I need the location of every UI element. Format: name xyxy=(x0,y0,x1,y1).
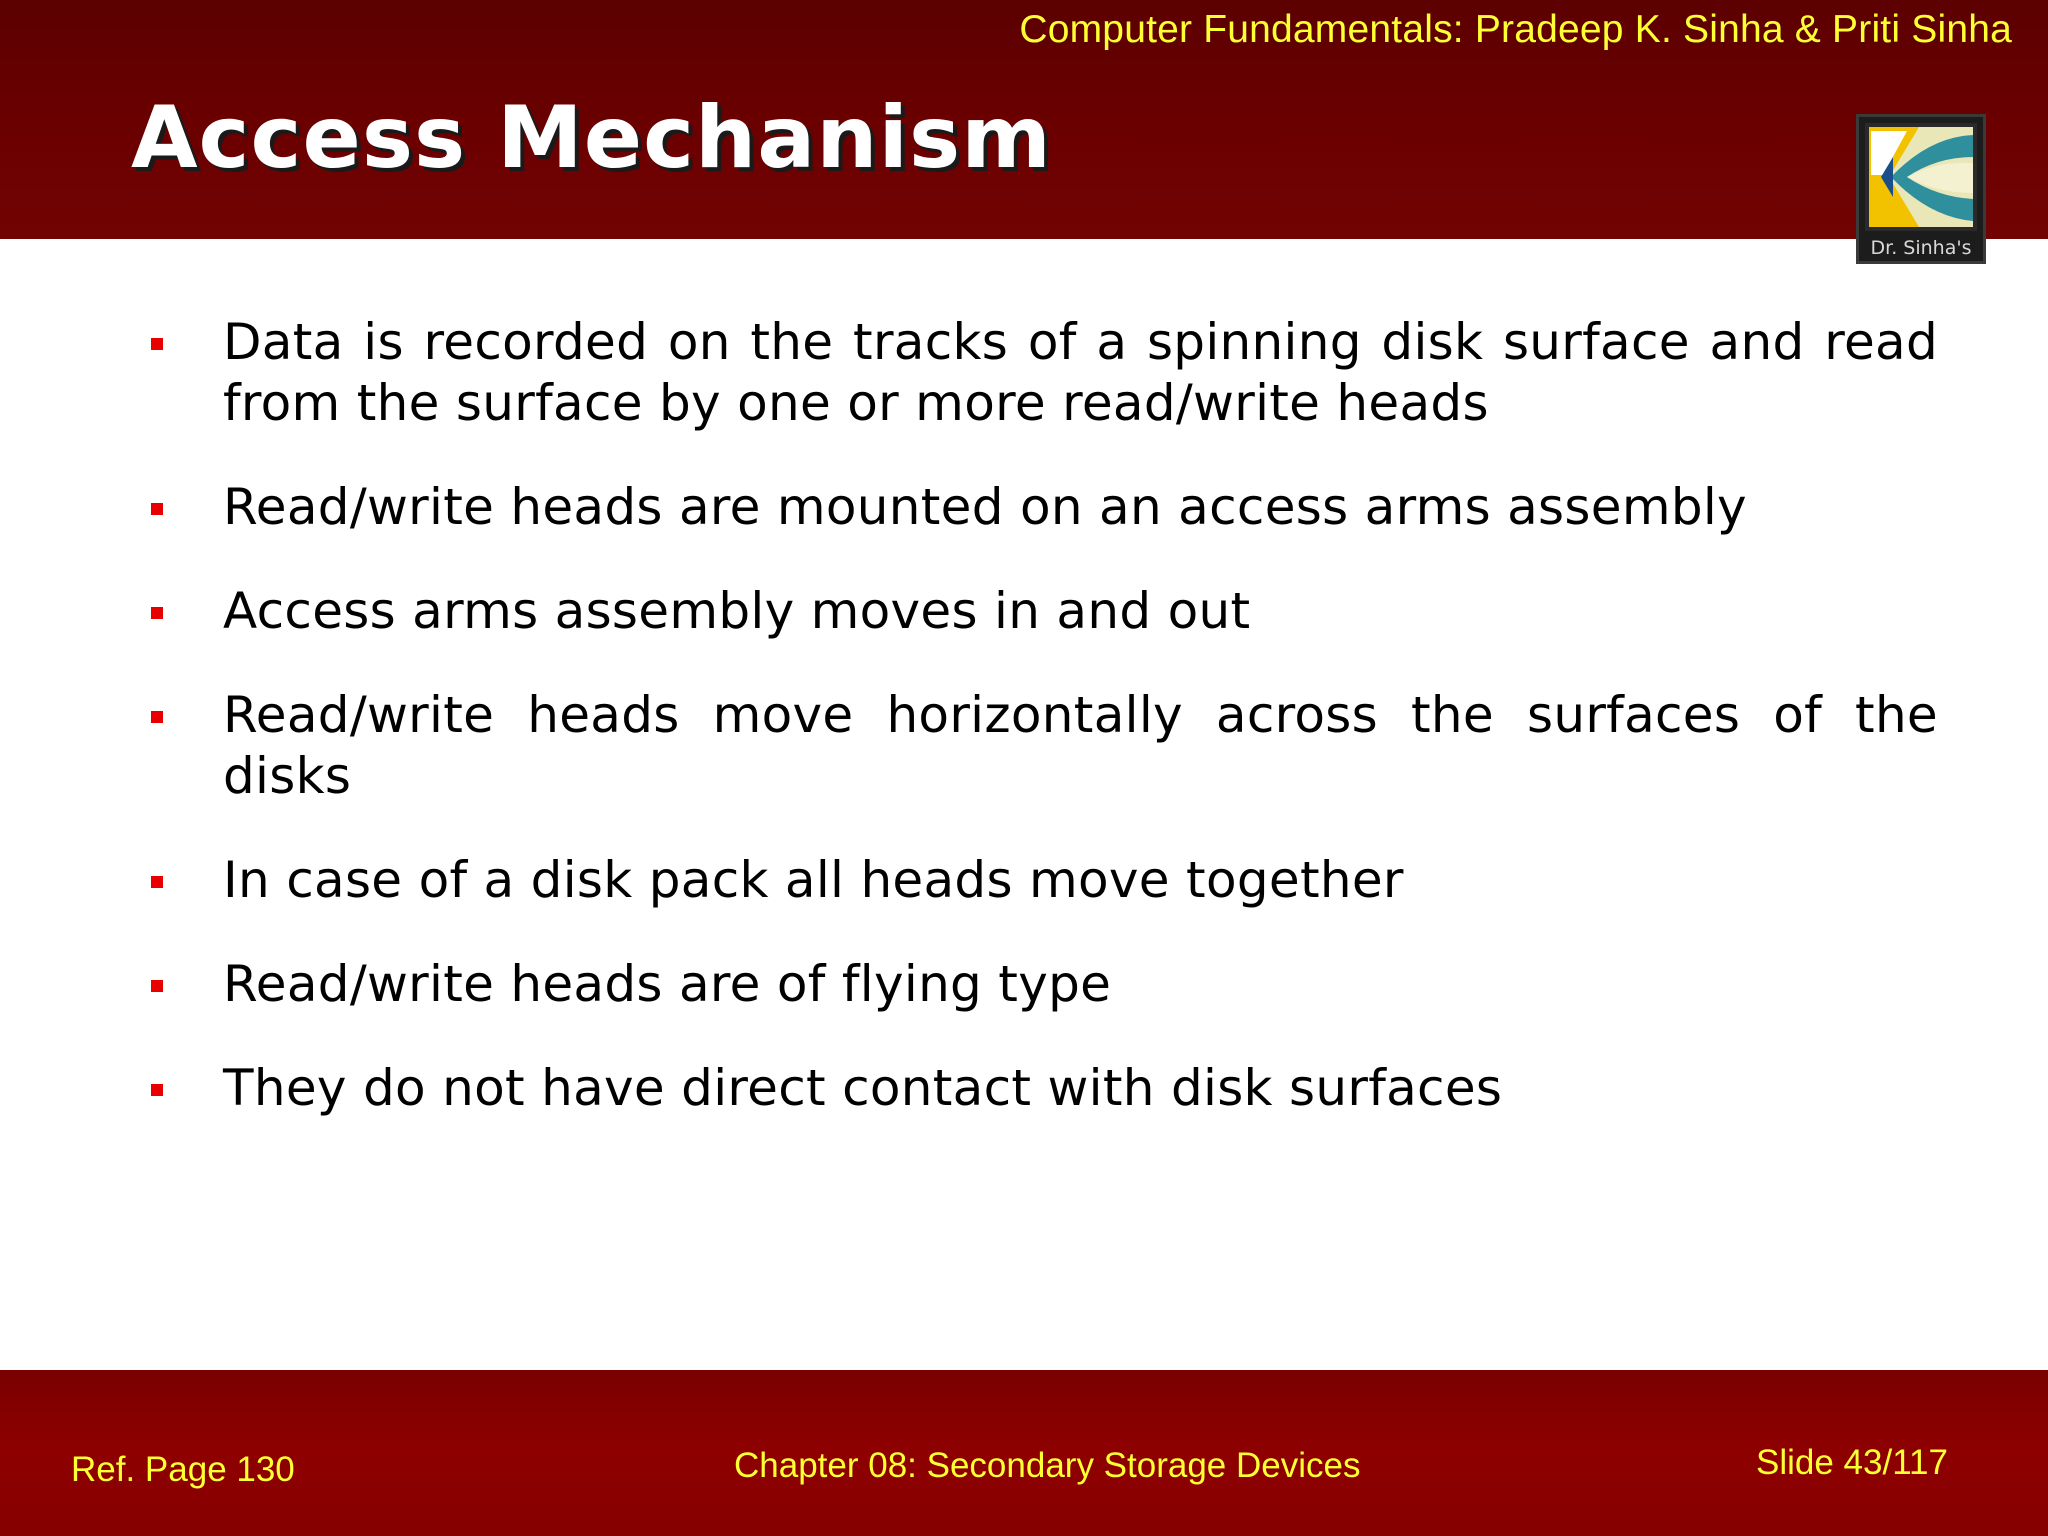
logo-caption: Dr. Sinha's xyxy=(1870,237,1972,259)
square-bullet-icon xyxy=(151,607,163,619)
square-bullet-icon xyxy=(151,338,163,350)
square-bullet-icon xyxy=(151,980,163,992)
bullet-text: Read/write heads are of flying type xyxy=(223,955,1112,1013)
book-title: Computer Fundamentals: Pradeep K. Sinha & Priti Sinha xyxy=(1019,8,2012,51)
bullet-text: Read/write heads move horizontally across the surfaces of the disks xyxy=(223,686,1938,805)
square-bullet-icon xyxy=(151,503,163,515)
bullet-item xyxy=(148,1058,1938,1119)
bullet-item xyxy=(148,954,1938,1015)
logo-emblem-icon xyxy=(1859,117,1983,237)
bullet-item xyxy=(148,850,1938,911)
author-logo xyxy=(1856,114,1986,264)
bullet-list xyxy=(148,312,1938,1162)
reference-page: Ref. Page 130 xyxy=(71,1450,295,1489)
square-bullet-icon xyxy=(151,711,163,723)
slide-title: Access Mechanism xyxy=(131,88,1052,188)
square-bullet-icon xyxy=(151,876,163,888)
chapter-title: Chapter 08: Secondary Storage Devices xyxy=(734,1446,1361,1485)
bullet-text: They do not have direct contact with disk surfaces xyxy=(223,1059,1503,1117)
bullet-item xyxy=(148,477,1938,538)
slide-number: Slide 43/117 xyxy=(1755,1443,1948,1482)
bullet-text: In case of a disk pack all heads move together xyxy=(223,851,1404,909)
bullet-text: Access arms assembly moves in and out xyxy=(223,582,1251,640)
bullet-item xyxy=(148,581,1938,642)
bullet-item xyxy=(148,685,1938,807)
header-bar xyxy=(0,0,2048,239)
bullet-text: Data is recorded on the tracks of a spinning disk surface and read from the surface by one or more read/write heads xyxy=(223,313,1938,432)
bullet-item xyxy=(148,312,1938,434)
footer-bar xyxy=(0,1370,2048,1536)
bullet-text: Read/write heads are mounted on an access arms assembly xyxy=(223,478,1747,536)
square-bullet-icon xyxy=(151,1084,163,1096)
